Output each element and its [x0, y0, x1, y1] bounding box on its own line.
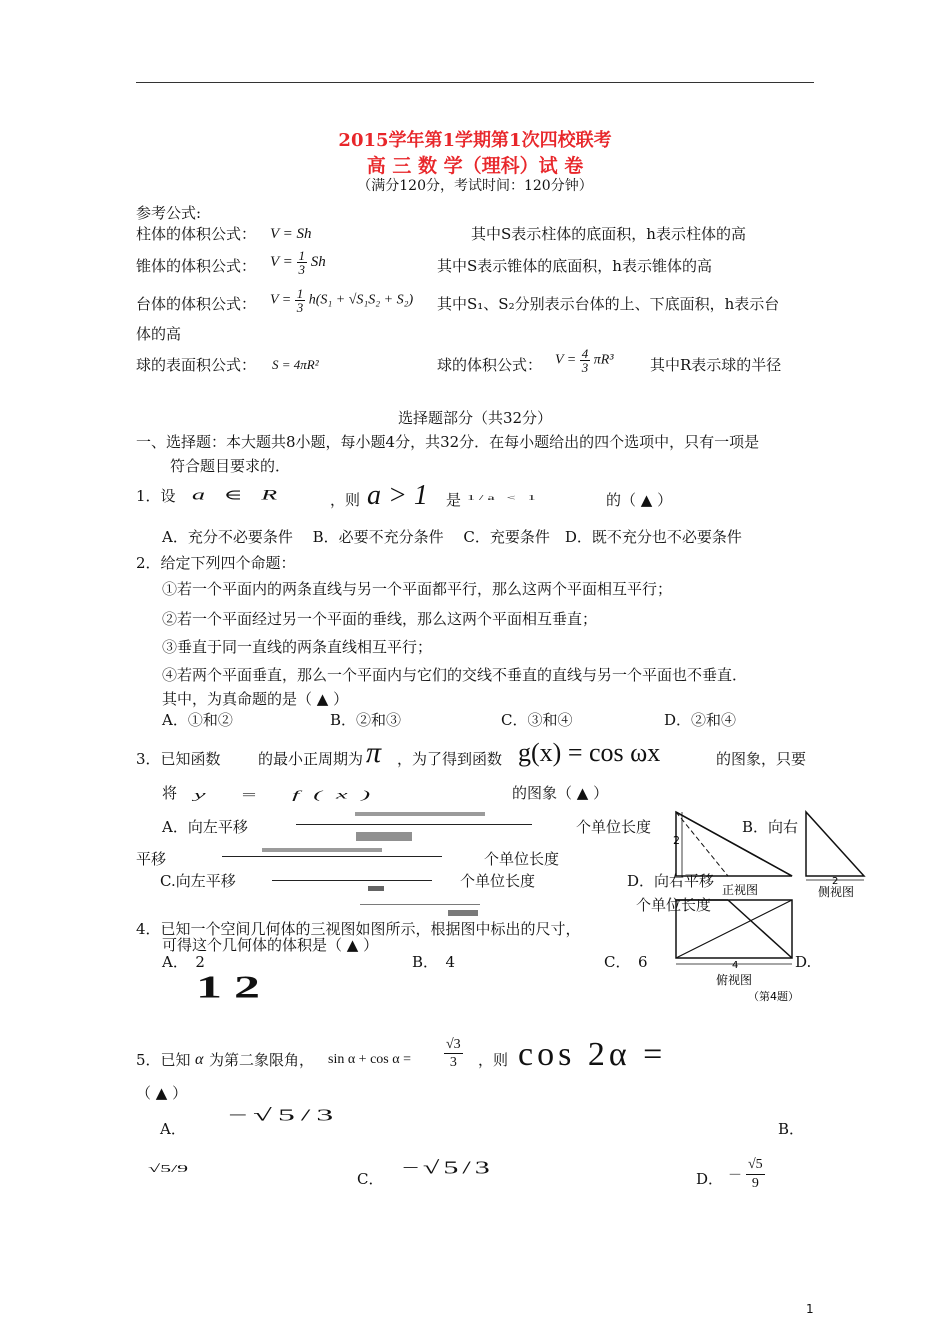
front-dim-2: 2: [673, 834, 680, 847]
q5-option-a: A．: [160, 1120, 186, 1138]
q5-then: ，则: [478, 1051, 509, 1069]
section-title: 选择题部分（共32分）: [397, 409, 553, 427]
section-intro-line2: 符合题目要求的．: [170, 457, 291, 475]
q5-fraction: $\frac{√3}{3}$: [446, 1037, 461, 1070]
q5-option-b: B．: [778, 1120, 805, 1138]
q2-proposition-1: ①若一个平面内的两条直线与另一个平面都平行，那么这两个平面相互平行；: [162, 580, 673, 598]
q5-alpha: α: [195, 1051, 204, 1068]
q3-line1-c: ，为了得到函数: [397, 750, 503, 768]
top-dim-4: 4: [732, 960, 739, 971]
formulas-heading: 参考公式:: [136, 204, 202, 222]
q3-option-c-fraction-bar: [272, 880, 432, 881]
side-view: [806, 812, 864, 880]
q2-proposition-3: ③垂直于同一直线的两条直线相互平行；: [162, 638, 433, 656]
q4-option-a: A． 2: [162, 953, 205, 971]
q4-option-d-value: 12: [196, 970, 272, 1005]
q3-option-d-label: D．向右平移: [627, 872, 715, 890]
q3-gx: g(x) = cos ωx: [518, 738, 661, 767]
q2-stem: 2．给定下列四个命题：: [136, 554, 296, 572]
q1-stem: 1．设: [136, 487, 176, 505]
exam-title-line1: 2015学年第1学期第1次四校联考: [338, 130, 612, 151]
q5-expr: sin α + cos α =: [328, 1052, 411, 1067]
q3-option-a-numerator: [355, 812, 485, 816]
q3-option-c-denominator: [368, 886, 384, 891]
q1-cond2: a > 1: [367, 480, 428, 511]
prism-formula: V = Sh: [270, 226, 312, 242]
q2-ask: 其中，为真命题的是（ ▲ ）: [162, 690, 349, 708]
sphere-note: 其中R表示球的半径: [650, 356, 782, 374]
q3-option-a-fraction-bar: [296, 824, 532, 825]
cone-formula: V = $\frac{1}{3}$ Sh: [270, 248, 326, 277]
q3-option-a-denominator: [356, 832, 412, 841]
q1-mid2: 是: [446, 491, 462, 509]
q5-ask: （ ▲ ）: [136, 1084, 188, 1102]
prism-note: 其中S表示柱体的底面积，h表示柱体的高: [471, 225, 746, 243]
q5-option-c-value: −√5/3: [402, 1158, 494, 1178]
front-view: [676, 812, 792, 876]
prism-label: 柱体的体积公式：: [136, 225, 257, 243]
q2-proposition-4: ④若两个平面垂直，那么一个平面内与它们的交线不垂直的直线与另一个平面也不垂直．: [162, 666, 748, 684]
cone-note: 其中S表示锥体的底面积，h表示锥体的高: [437, 257, 712, 275]
q3-line1-d: 的图象，只要: [716, 750, 807, 768]
section-intro-line1: 一、选择题：本大题共8小题，每小题4分，共32分．在每小题给出的四个选项中，只有一项是: [136, 433, 760, 451]
q3-option-b-wrap: 平移: [136, 850, 167, 868]
page-number: 1: [806, 1302, 814, 1316]
q4-option-d: D.: [795, 953, 812, 971]
q3-option-d-fraction-bar: [360, 904, 480, 905]
q5-target: cos 2α =: [518, 1036, 667, 1073]
q2-option-d: D．②和④: [664, 711, 737, 729]
q5-option-d-value: － $\frac{√5}{9}$: [728, 1157, 763, 1191]
q5-option-b-value: √5/9: [148, 1162, 189, 1175]
q2-option-c: C．③和④: [501, 711, 573, 729]
q3-option-b-fraction-bar: [222, 856, 442, 857]
q3-pi: π: [366, 736, 382, 769]
q4-line1: 4．已知一个空间几何体的三视图如图所示，根据图中标出的尺寸，: [136, 920, 581, 938]
three-view-figure: [668, 806, 868, 1006]
frustum-note-cont: 体的高: [136, 325, 182, 343]
sphere-surface-formula: S = 4πR²: [272, 357, 319, 372]
sphere-surface-label: 球的表面积公式：: [136, 356, 257, 374]
top-view-label: 俯视图: [716, 973, 753, 987]
cone-label: 锥体的体积公式：: [136, 257, 257, 275]
q1-options: A．充分不必要条件 B．必要不充分条件 C．充要条件 D．既不充分也不必要条件: [162, 528, 742, 546]
three-view-diagram: [668, 806, 868, 1006]
q3-option-b-numerator: [262, 848, 382, 852]
exam-title-line2: 高 三 数 学（理科）试 卷: [366, 155, 584, 177]
q3-option-a-unit: 个单位长度: [576, 818, 652, 836]
side-dim-2: 2: [832, 876, 839, 887]
q2-proposition-2: ②若一个平面经过另一个平面的垂线，那么这两个平面相互垂直；: [162, 610, 598, 628]
q3-fx: y = f(x): [194, 788, 385, 802]
q3-option-d-denominator: [448, 910, 478, 916]
q3-option-d-unit: 个单位长度: [636, 896, 712, 914]
q3-line1-b: 的最小正周期为: [258, 750, 364, 768]
figure-caption: （第4题）: [748, 990, 799, 1003]
q3-option-b-unit: 个单位长度: [484, 850, 560, 868]
q4-option-c: C． 6: [604, 953, 648, 971]
q5-option-c: C．: [357, 1170, 384, 1188]
q3-line2-a: 将: [162, 784, 178, 802]
q1-cond3: 1/a < 1: [467, 493, 540, 502]
q2-option-b: B．②和③: [330, 711, 402, 729]
q5-mid: 为第二象限角，: [209, 1051, 315, 1069]
q1-mid: ，则: [330, 491, 361, 509]
q4-line2: 可得这个几何体的体积是（ ▲ ）: [162, 936, 379, 954]
q3-line2-b: 的图象（ ▲ ）: [512, 784, 609, 802]
frustum-note: 其中S₁、S₂分别表示台体的上、下底面积，h表示台: [437, 295, 780, 313]
top-view: [676, 900, 792, 964]
q5-prefix: 5．已知: [136, 1051, 191, 1069]
q3-option-c-label: C.向左平移: [160, 872, 236, 890]
q1-suffix: 的（ ▲ ）: [606, 491, 673, 509]
exam-subtitle: （满分120分，考试时间：120分钟）: [357, 178, 593, 194]
q5-option-a-value: −√5/3: [228, 1106, 340, 1125]
q5-option-d: D．: [696, 1170, 724, 1188]
header-rule: [136, 82, 814, 83]
frustum-label: 台体的体积公式：: [136, 295, 257, 313]
front-view-label: 正视图: [722, 883, 759, 897]
sphere-volume-label: 球的体积公式：: [437, 356, 543, 374]
q4-option-b: B． 4: [412, 953, 456, 971]
frustum-formula: V = $\frac{1}{3}$ h(S₁ + √S₁S₂ + S₂): [270, 286, 414, 315]
q1-cond1: a ∈ R: [192, 486, 284, 503]
q3-line1-a: 3．已知函数: [136, 750, 221, 768]
sphere-volume-formula: V = $\frac{4}{3}$ πR³: [555, 346, 614, 375]
q3-option-a-label: A．向左平移: [162, 818, 248, 836]
q2-option-a: A．①和②: [162, 711, 233, 729]
side-view-label: 侧视图: [818, 885, 855, 899]
q3-option-c-unit: 个单位长度: [460, 872, 536, 890]
q3-option-b-label: B．向右: [742, 818, 799, 836]
